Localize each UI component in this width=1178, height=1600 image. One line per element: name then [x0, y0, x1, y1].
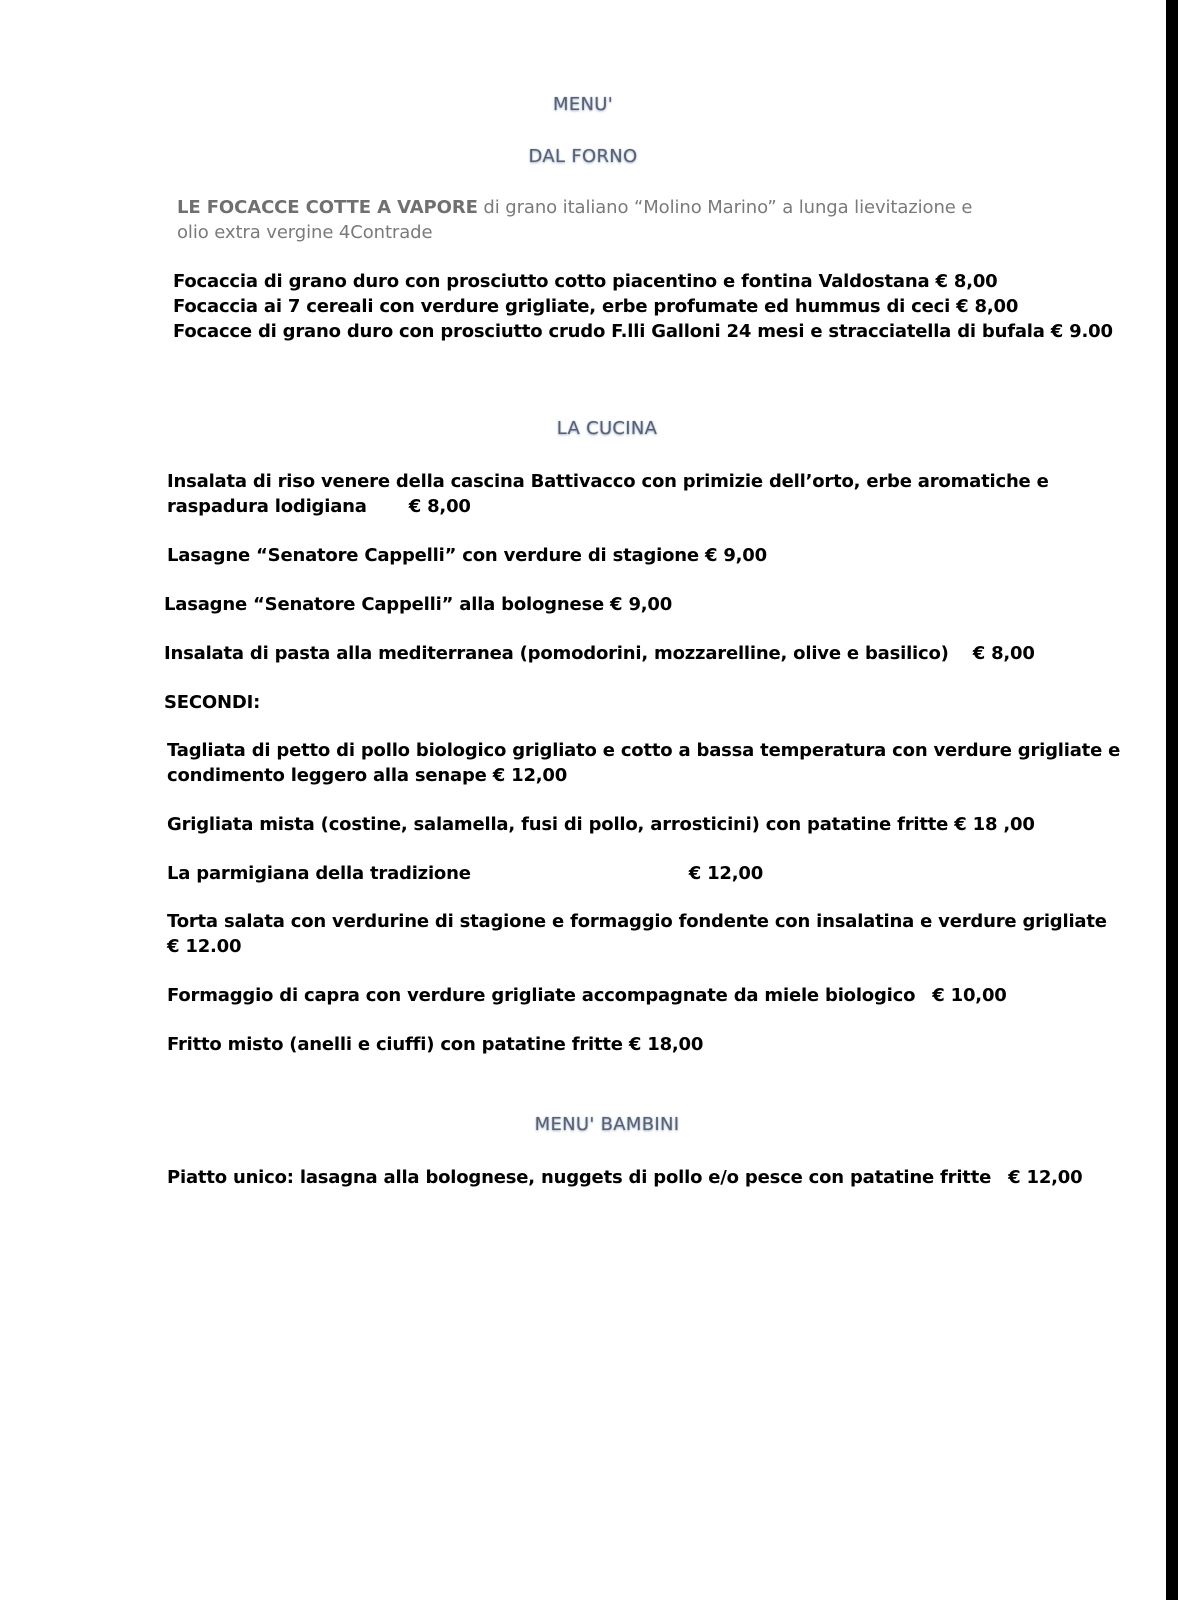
forno-item: Focaccia ai 7 cereali con verdure grigliate, erbe profumate ed hummus di ceci € 8,00	[173, 296, 1019, 317]
menu-bambini-heading: MENU' BAMBINI	[534, 1114, 680, 1135]
la-cucina-heading: LA CUCINA	[556, 418, 658, 439]
bambini-item	[167, 1165, 1082, 1190]
secondi-label: SECONDI:	[164, 692, 261, 713]
cucina-item-price: € 8,00	[972, 643, 1035, 664]
focacce-intro-rest: di grano italiano “Molino Marino” a lunga lievitazione e	[477, 197, 973, 218]
menu-title: MENU'	[553, 94, 613, 115]
secondi-item-text: La parmigiana della tradizione	[167, 863, 471, 884]
cucina-item	[164, 641, 1035, 666]
secondi-item-continued: € 12.00	[167, 936, 242, 957]
cucina-item: Lasagne “Senatore Cappelli” con verdure di stagione € 9,00	[167, 545, 767, 566]
secondi-item: Fritto misto (anelli e ciuffi) con patatine fritte € 18,00	[167, 1034, 704, 1055]
secondi-item-price: € 10,00	[932, 985, 1007, 1006]
focacce-intro-line-1	[177, 195, 972, 220]
secondi-item-continued: condimento leggero alla senape € 12,00	[167, 765, 568, 786]
cucina-item-text: Insalata di pasta alla mediterranea (pomodorini, mozzarelline, olive e basilico)	[164, 643, 949, 664]
dal-forno-heading: DAL FORNO	[528, 146, 638, 167]
bambini-item-price: € 12,00	[1008, 1167, 1083, 1188]
secondi-item-text: Formaggio di capra con verdure grigliate accompagnate da miele biologico	[167, 985, 916, 1006]
secondi-item: Tagliata di petto di pollo biologico grigliato e cotto a bassa temperatura con verdure grigliate e	[167, 740, 1121, 761]
secondi-item	[167, 861, 763, 886]
secondi-item	[167, 983, 1007, 1008]
secondi-item: Torta salata con verdurine di stagione e formaggio fondente con insalatina e verdure grigliate	[167, 911, 1107, 932]
cucina-item: Lasagne “Senatore Cappelli” alla bolognese € 9,00	[164, 594, 673, 615]
cucina-item: Insalata di riso venere della cascina Battivacco con primizie dell’orto, erbe aromatiche e	[167, 471, 1049, 492]
cucina-item-continued	[167, 494, 471, 519]
forno-item: Focaccia di grano duro con prosciutto cotto piacentino e fontina Valdostana € 8,00	[173, 271, 998, 292]
forno-item: Focacce di grano duro con prosciutto crudo F.lli Galloni 24 mesi e stracciatella di bufala € 9.00	[173, 321, 1113, 342]
focacce-intro-line-2: olio extra vergine 4Contrade	[177, 222, 433, 243]
bambini-item-text: Piatto unico: lasagna alla bolognese, nuggets di pollo e/o pesce con patatine fritte	[167, 1167, 992, 1188]
secondi-item: Grigliata mista (costine, salamella, fusi di pollo, arrosticini) con patatine fritte € 18 ,00	[167, 814, 1035, 835]
focacce-intro-bold: LE FOCACCE COTTE A VAPORE	[177, 197, 478, 218]
cucina-item-text: raspadura lodigiana	[167, 496, 367, 517]
cucina-item-price: € 8,00	[408, 496, 471, 517]
secondi-item-price: € 12,00	[688, 863, 764, 884]
